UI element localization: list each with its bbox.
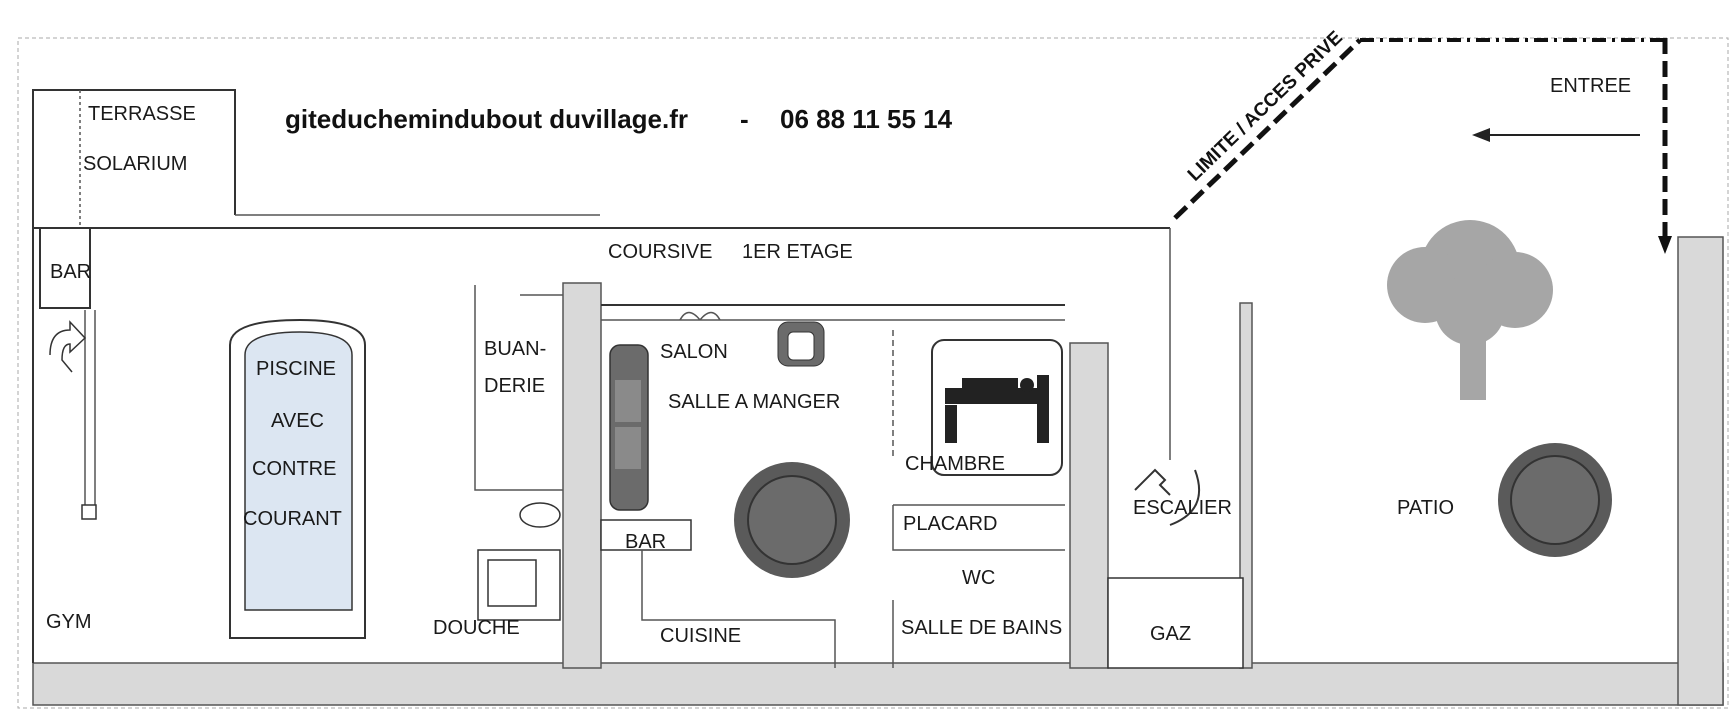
armchair-icon [778,322,824,366]
phone-text: 06 88 11 55 14 [780,104,953,134]
label-buanderie-2: DERIE [484,375,546,397]
label-bar-left: BAR [50,261,92,283]
table-chairs-icon [734,462,850,578]
entry-arrow-icon [1472,128,1640,142]
label-salon: SALON [660,341,728,363]
central-wall-right [1070,343,1108,668]
label-chambre: CHAMBRE [905,453,1006,475]
label-buanderie-1: BUAN- [484,338,547,360]
limite-line [1175,40,1360,218]
label-gaz: GAZ [1150,623,1192,645]
label-cuisine: CUISINE [660,625,742,647]
bottom-wall [33,663,1723,705]
label-1er-etage: 1ER ETAGE [742,241,853,263]
tree-icon [1387,220,1553,400]
rotate-arrow-icon [50,322,85,372]
label-piscine-4: COURANT [243,508,342,530]
label-salle-a-manger: SALLE A MANGER [668,391,841,413]
label-douche: DOUCHE [433,617,520,639]
central-wall-left [563,283,601,668]
terrace-outline [33,90,235,663]
label-piscine-1: PISCINE [256,358,337,380]
label-solarium: SOLARIUM [83,153,188,175]
label-bar-center: BAR [625,531,667,553]
label-gym: GYM [46,611,92,633]
label-entree: ENTREE [1550,75,1632,97]
label-wc: WC [962,567,996,589]
stair-arrow-icon [1135,470,1170,495]
label-limite: LIMITE / ACCES PRIVE [1183,27,1347,186]
toilet-icon [520,503,560,527]
label-salle-de-bains: SALLE DE BAINS [901,617,1063,639]
label-piscine-2: AVEC [271,410,324,432]
right-wall [1678,237,1723,705]
label-placard: PLACARD [903,513,998,535]
label-coursive: COURSIVE [608,241,713,263]
separator-text: - [740,104,749,134]
label-piscine-3: CONTRE [252,458,337,480]
table-chairs-icon [1498,443,1612,557]
label-terrasse: TERRASSE [88,103,196,125]
label-escalier: ESCALIER [1133,497,1232,519]
website-text: giteduchemindubout duvillage.fr [285,104,688,134]
left-post [82,505,96,519]
label-patio: PATIO [1397,497,1455,519]
